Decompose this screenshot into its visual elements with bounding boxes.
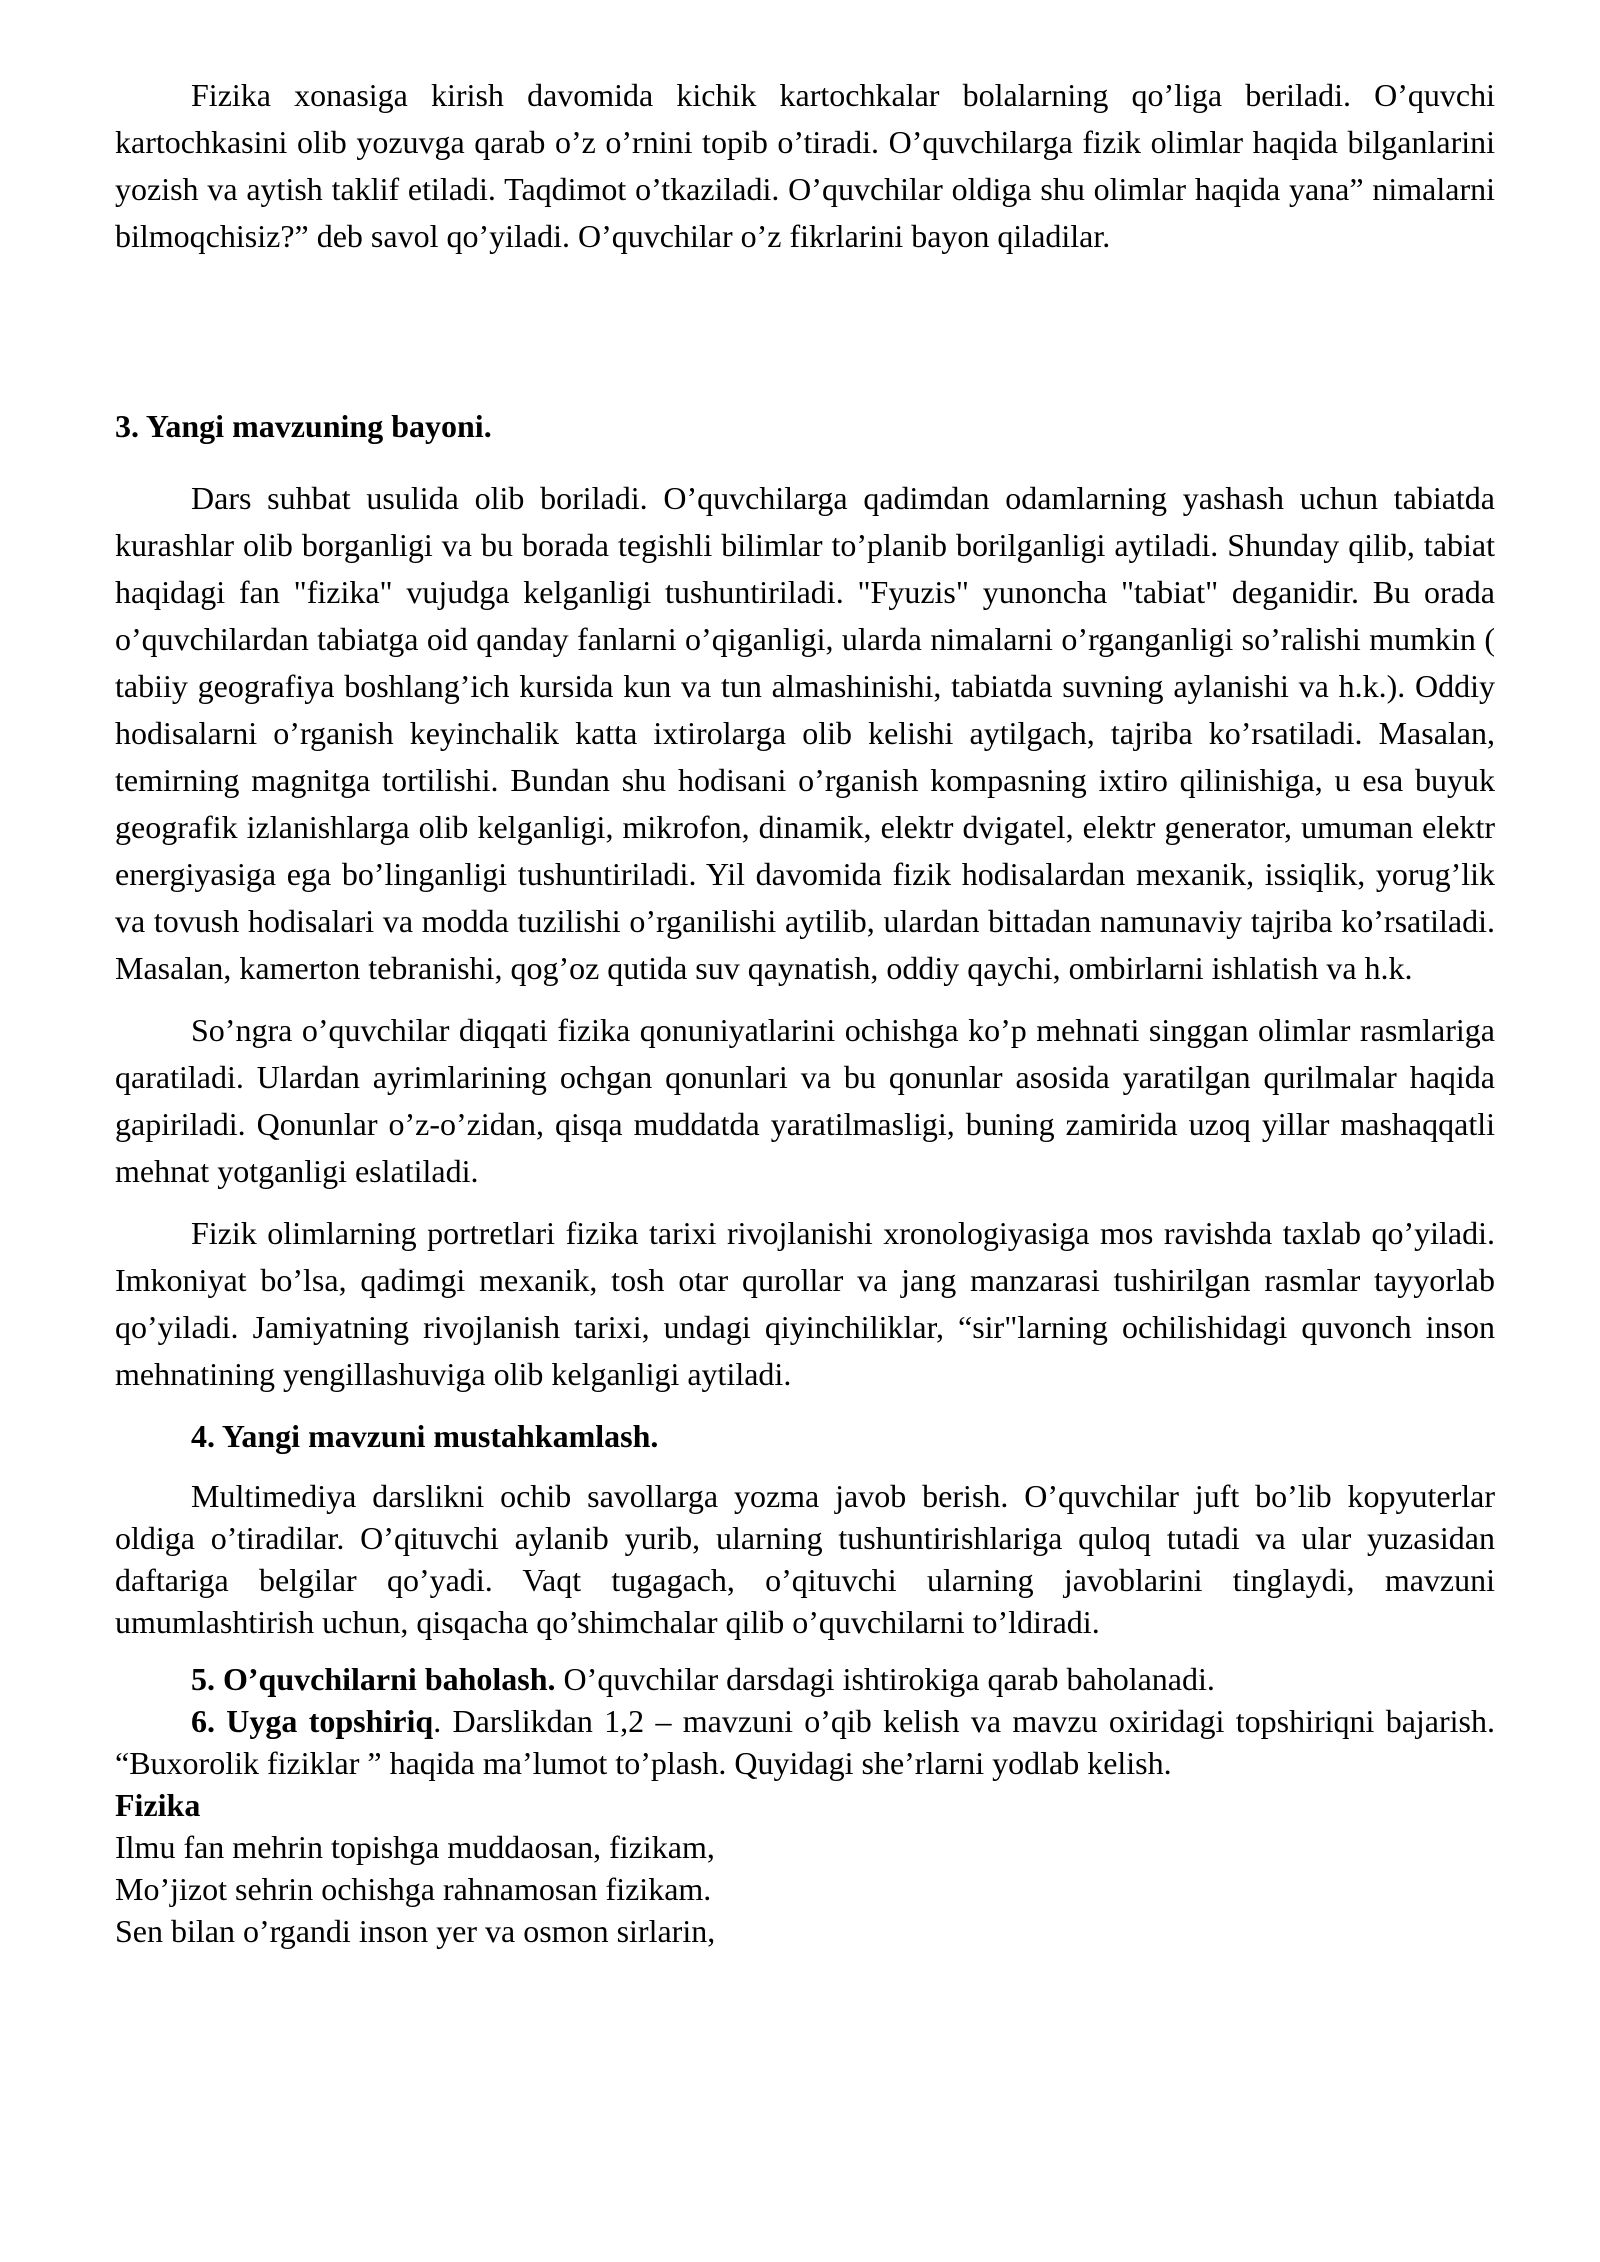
section-3-paragraph-2: So’ngra o’quvchilar diqqati fizika qonuniyatlarini ochishga ko’p mehnati singgan olimlar rasmlariga qaratiladi. Ulardan ayrimlarining ochgan qonunlari va bu qonunlar asosida yaratilgan qurilmalar haqida gapiriladi. Qonunlar o’z-o’zidan, qisqa muddatda yaratilmasligi, buning zamirida uzoq yillar mashaqqatli mehnat yotganligi eslatiladi. [115, 1012, 1495, 1189]
poem-line: Sen bilan o’rgandi inson yer va osmon sirlarin, [115, 1913, 716, 1949]
poem-line: Ilmu fan mehrin topishga muddaosan, fizikam, [115, 1829, 715, 1865]
section-6-text: . Darslikdan 1,2 – mavzuni o’qib kelish va mavzu oxiridagi topshiriqni bajarish. “Buxorolik fiziklar ” haqida ma’lumot to’plash. Quyidagi she’rlarni yodlab kelish. [115, 1703, 1496, 1781]
section-6-paragraph [115, 1700, 1495, 1784]
section-6-heading: 6. Uyga topshiriq [191, 1703, 434, 1739]
section-5-line [115, 1658, 1495, 1700]
section-4-heading: 4. Yangi mavzuni mustahkamlash. [191, 1418, 659, 1454]
document-page [115, 72, 1495, 1952]
section-4-paragraph: Multimediya darslikni ochib savollarga yozma javob berish. O’quvchilar juft bo’lib kopyuterlar oldiga o’tiradilar. O’qituvchi aylanib yurib, ularning tushuntirishlariga quloq tutadi va ular yuzasidan daftariga belgilar qo’yadi. Vaqt tugagach, o’qituvchi ularning javoblarini tinglaydi, mavzuni umumlashtirish uchun, qisqacha qo’shimchalar qilib o’quvchilarni to’ldiradi. [115, 1478, 1495, 1640]
poem-line: Mo’jizot sehrin ochishga rahnamosan fizikam. [115, 1871, 712, 1907]
intro-paragraph: Fizika xonasiga kirish davomida kichik kartochkalar bolalarning qo’liga beriladi. O’quvchi kartochkasini olib yozuvga qarab o’z o’rnini topib o’tiradi. O’quvchilarga fizik olimlar haqida bilganlarini yozish va aytish taklif etiladi. Taqdimot o’tkaziladi. O’quvchilar oldiga shu olimlar haqida yana” nimalarni bilmoqchisiz?” deb savol qo’yiladi. O’quvchilar o’z fikrlarini bayon qiladilar. [115, 77, 1495, 254]
section-5-text: O’quvchilar darsdagi ishtirokiga qarab baholanadi. [555, 1661, 1215, 1697]
section-3-heading: 3. Yangi mavzuning bayoni. [115, 408, 492, 444]
section-3-paragraph-1: Dars suhbat usulida olib boriladi. O’quvchilarga qadimdan odamlarning yashash uchun tabiatda kurashlar olib borganligi va bu borada tegishli bilimlar to’planib borilganligi aytiladi. Shunday qilib, tabiat haqidagi fan "fizika" vujudga kelganligi tushuntiriladi. "Fyuzis" yunoncha "tabiat" deganidir. Bu orada o’quvchilardan tabiatga oid qanday fanlarni o’qiganligi, ularda nimalarni o’rganganligi so’ralishi mumkin ( tabiiy geografiya boshlang’ich kursida kun va tun almashinishi, tabiatda suvning aylanishi va h.k.). Oddiy hodisalarni o’rganish keyinchalik katta ixtirolarga olib kelishi aytilgach, tajriba ko’rsatiladi. Masalan, temirning magnitga tortilishi. Bundan shu hodisani o’rganish kompasning ixtiro qilinishiga, u esa buyuk geografik izlanishlarga olib kelganligi, mikrofon, dinamik, elektr dvigatel, elektr generator, umuman elektr energiyasiga ega bo’linganligi tushuntiriladi. Yil davomida fizik hodisalardan mexanik, issiqlik, yorug’lik va tovush hodisalari va modda tuzilishi o’rganilishi aytilib, ulardan bittadan namunaviy tajriba ko’rsatiladi. Masalan, kamerton tebranishi, qog’oz qutida suv qaynatish, oddiy qaychi, ombirlarni ishlatish va h.k. [115, 480, 1495, 986]
section-3-paragraph-3: Fizik olimlarning portretlari fizika tarixi rivojlanishi xronologiyasiga mos ravishda taxlab qo’yiladi. Imkoniyat bo’lsa, qadimgi mexanik, tosh otar qurollar va jang manzarasi tushirilgan rasmlar tayyorlab qo’yiladi. Jamiyatning rivojlanish tarixi, undagi qiyinchiliklar, “sir"larning ochilishidagi quvonch inson mehnatining yengillashuviga olib kelganligi aytiladi. [115, 1215, 1495, 1392]
poem-title: Fizika [115, 1787, 201, 1823]
section-5-heading: 5. O’quvchilarni baholash. [191, 1661, 556, 1697]
